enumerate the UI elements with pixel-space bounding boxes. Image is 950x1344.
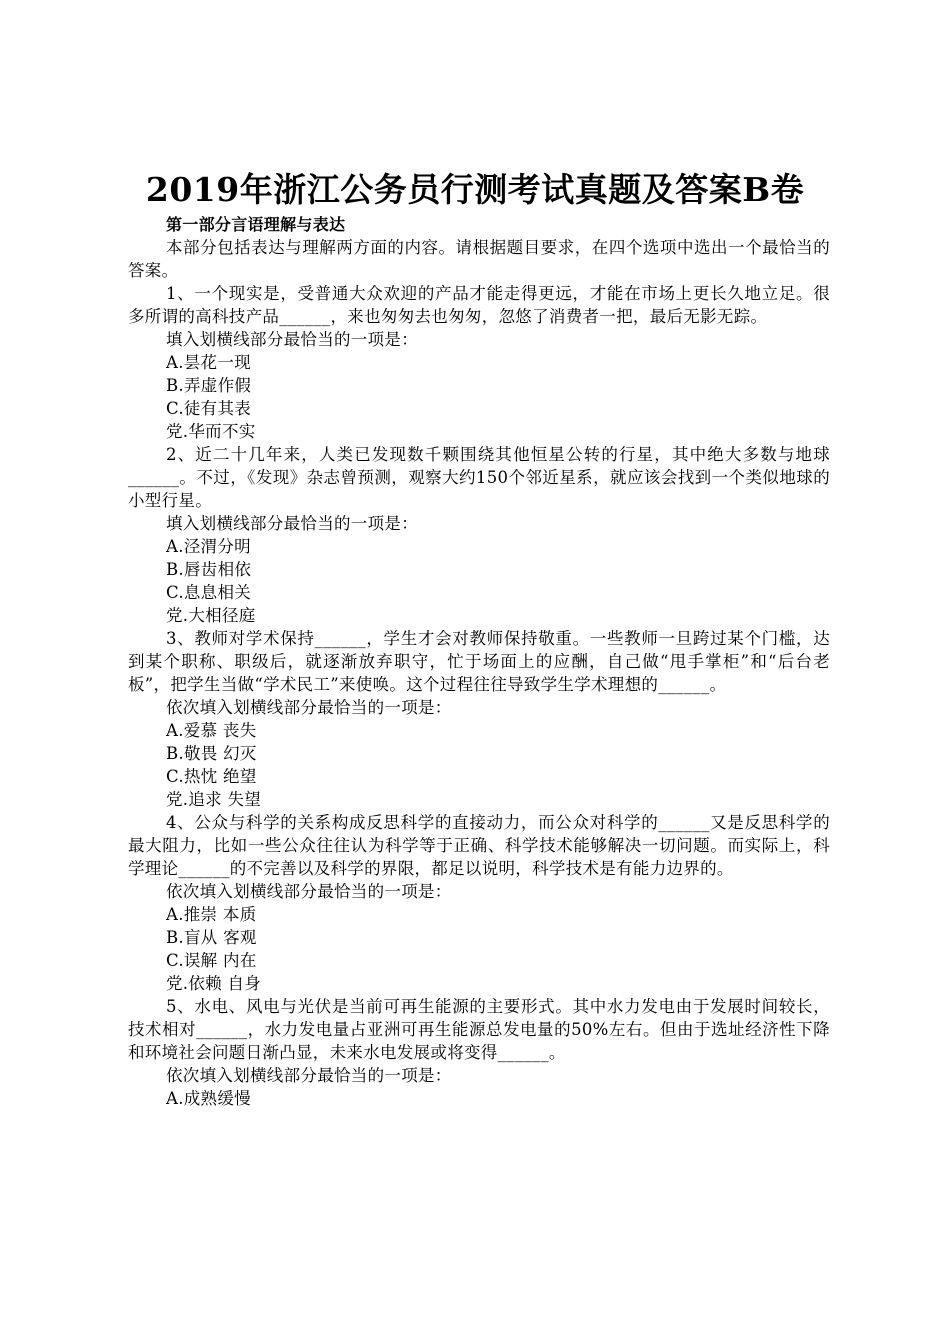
question-3-option-d: 党.追求 失望 [166,790,262,809]
question-3-option-b: B.敬畏 幻灭 [166,744,257,763]
question-2-option-d: 党.大相径庭 [166,606,256,625]
question-1-prompt: 填入划横线部分最恰当的一项是： [166,330,418,349]
question-1-option-b: B.弄虚作假 [166,376,252,395]
question-4-prompt: 依次填入划横线部分最恰当的一项是： [166,882,452,901]
question-3-option-c: C.热忱 绝望 [166,767,257,786]
question-4-option-c: C.误解 内在 [166,951,257,970]
question-2-option-a: A.泾渭分明 [166,537,251,556]
question-4-stem: 4、公众与科学的关系构成反思科学的直接动力，而公众对科学的______又是反思科学的最大阻力，比如一些公众往往认为科学等于正确、科学技术能够解决一切问题。而实际上，科学理论______的不完善以及科学的界限，都足以说明，科学技术是有能力边界的。 [128,813,830,878]
question-1-stem: 1、一个现实是，受普通大众欢迎的产品才能走得更远，才能在市场上更长久地立足。很多所谓的高科技产品______，来也匆匆去也匆匆，忽悠了消费者一把，最后无影无踪。 [128,284,830,326]
question-3-prompt: 依次填入划横线部分最恰当的一项是： [166,698,452,717]
section-intro: 本部分包括表达与理解两方面的内容。请根据题目要求，在四个选项中选出一个最恰当的答案。 [128,238,830,280]
question-3-stem: 3、教师对学术保持______，学生才会对教师保持敬重。一些教师一旦跨过某个门槛，达到某个职称、职级后，就逐渐放弃职守，忙于场面上的应酬，自己做“甩手掌柜”和“后台老板”，把学生当做“学术民工”来使唤。这个过程往往导致学生学术理想的______。 [128,629,830,694]
document-body [128,213,830,1110]
section-heading: 第一部分言语理解与表达 [166,215,346,234]
document-title: 2019年浙江公务员行测考试真题及答案B卷 [145,170,805,209]
question-4-option-b: B.盲从 客观 [166,928,257,947]
question-1-option-d: 党.华而不实 [166,422,256,441]
question-4-option-a: A.推崇 本质 [166,905,257,924]
question-1-option-a: A.昙花一现 [166,353,251,372]
question-2-prompt: 填入划横线部分最恰当的一项是： [166,514,418,533]
question-2-option-b: B.唇齿相依 [166,560,252,579]
question-5-prompt: 依次填入划横线部分最恰当的一项是： [166,1066,452,1085]
question-4-option-d: 党.依赖 自身 [166,974,262,993]
question-2-stem: 2、近二十几年来，人类已发现数千颗围绕其他恒星公转的行星，其中绝大多数与地球______。不过，《发现》杂志曾预测，观察大约150个邻近星系，就应该会找到一个类似地球的小型行星。 [128,445,830,510]
question-5-stem: 5、水电、风电与光伏是当前可再生能源的主要形式。其中水力发电由于发展时间较长，技术相对______，水力发电量占亚洲可再生能源总发电量的50%左右。但由于选址经济性下降和环境社会问题日渐凸显，未来水电发展或将变得______。 [128,997,830,1062]
question-1-option-c: C.徒有其表 [166,399,252,418]
question-2-option-c: C.息息相关 [166,583,252,602]
question-5-option-a: A.成熟缓慢 [166,1089,251,1108]
question-3-option-a: A.爱慕 丧失 [166,721,257,740]
